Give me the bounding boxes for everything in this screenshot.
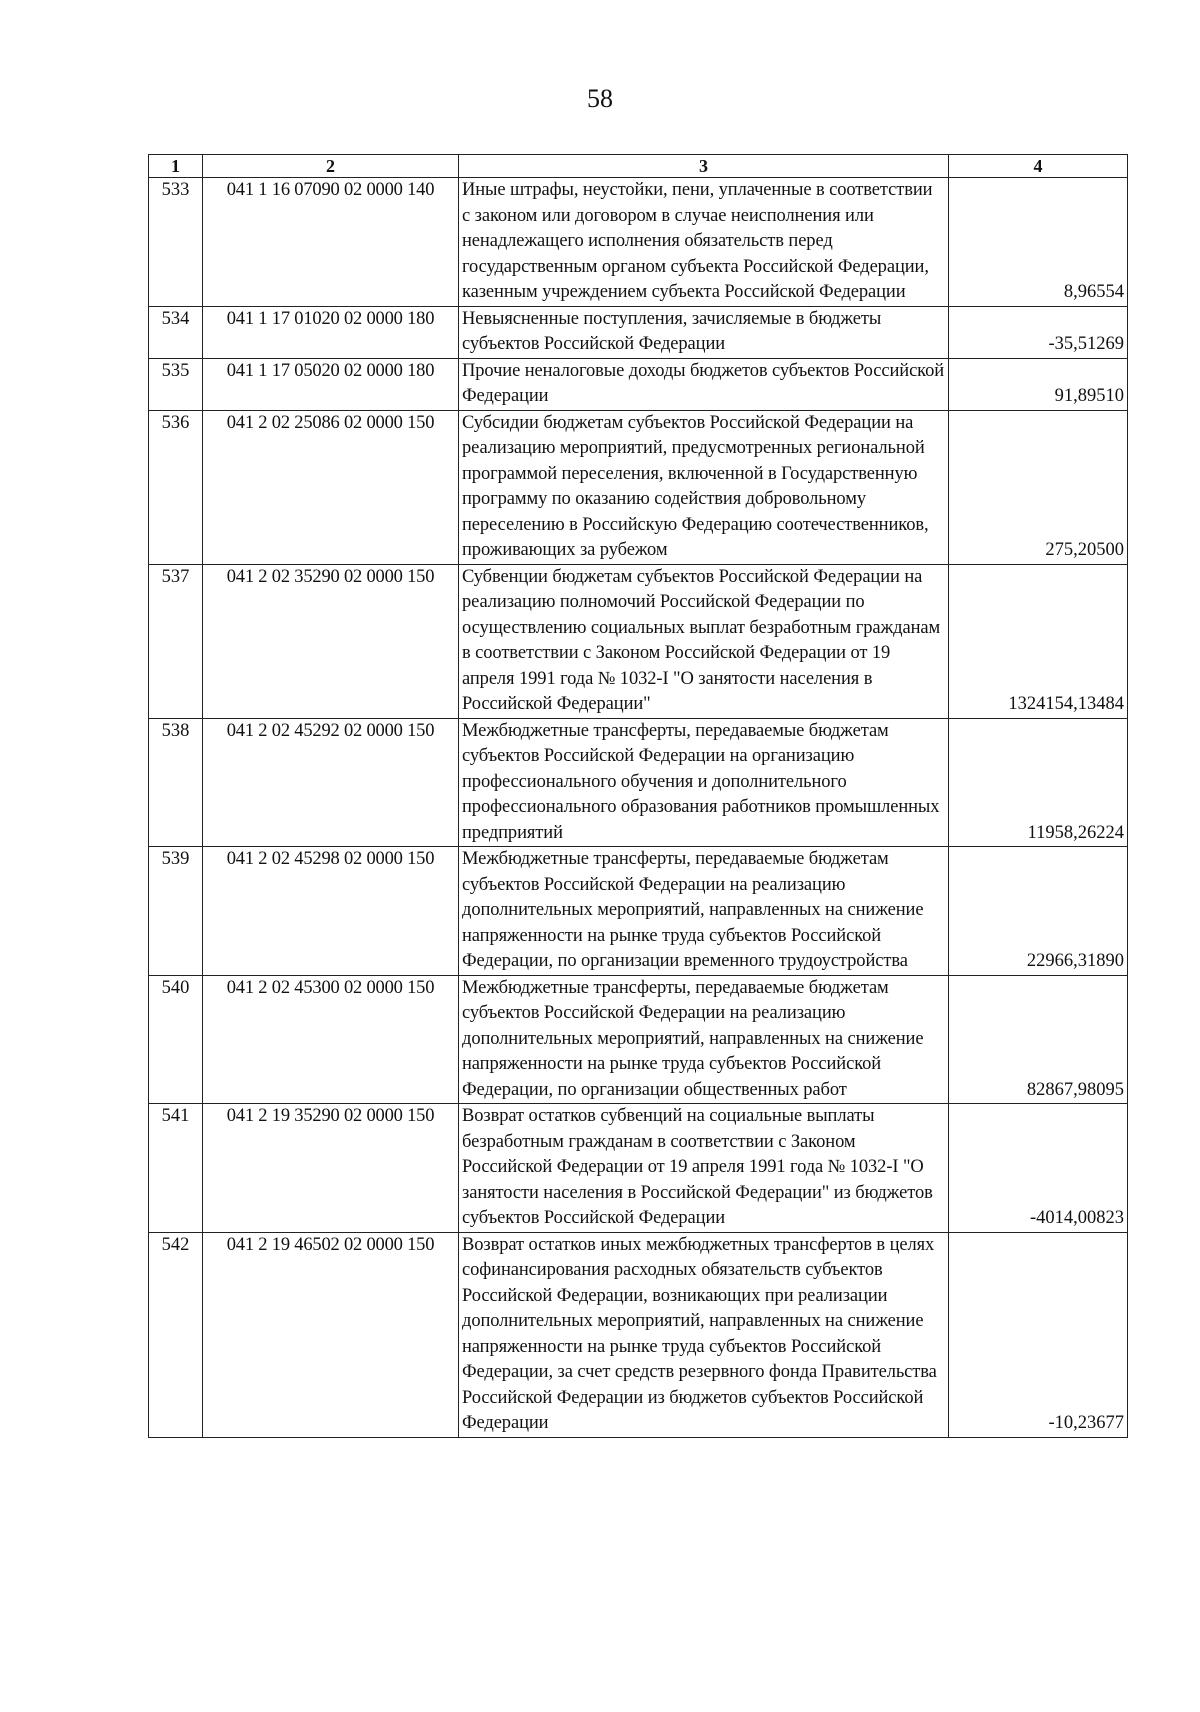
budget-code: 041 1 16 07090 02 0000 140 xyxy=(203,178,459,307)
table-row xyxy=(149,410,1128,564)
budget-code: 041 2 02 45300 02 0000 150 xyxy=(203,975,459,1104)
revenue-description: Субвенции бюджетам субъектов Российской Федерации на реализацию полномочий Российской Федерации по осуществлению социальных выплат безработным гражданам в соответствии с Законом Российской Федерации от 19 апреля 1991 года № 1032-I "О занятости населения в Российской Федерации" xyxy=(459,564,949,718)
column-header-number: 1 xyxy=(149,155,203,178)
row-number: 542 xyxy=(149,1232,203,1437)
budget-code: 041 2 02 45292 02 0000 150 xyxy=(203,718,459,847)
column-header-code: 2 xyxy=(203,155,459,178)
amount: -35,51269 xyxy=(949,306,1128,358)
amount: -10,23677 xyxy=(949,1232,1128,1437)
column-header-description: 3 xyxy=(459,155,949,178)
table-row xyxy=(149,358,1128,410)
row-number: 540 xyxy=(149,975,203,1104)
table-row xyxy=(149,564,1128,718)
row-number: 537 xyxy=(149,564,203,718)
table-row xyxy=(149,306,1128,358)
budget-code: 041 2 02 25086 02 0000 150 xyxy=(203,410,459,564)
amount: 1324154,13484 xyxy=(949,564,1128,718)
row-number: 539 xyxy=(149,847,203,976)
budget-code: 041 2 02 35290 02 0000 150 xyxy=(203,564,459,718)
revenue-description: Межбюджетные трансферты, передаваемые бюджетам субъектов Российской Федерации на реализацию дополнительных мероприятий, направленных на снижение напряженности на рынке труда субъектов Российской Федерации, по организации временного трудоустройства xyxy=(459,847,949,976)
amount: -4014,00823 xyxy=(949,1104,1128,1233)
page-number: 58 xyxy=(587,84,613,113)
budget-code: 041 2 02 45298 02 0000 150 xyxy=(203,847,459,976)
revenue-description: Невыясненные поступления, зачисляемые в бюджеты субъектов Российской Федерации xyxy=(459,306,949,358)
budget-code: 041 1 17 05020 02 0000 180 xyxy=(203,358,459,410)
row-number: 541 xyxy=(149,1104,203,1233)
row-number: 535 xyxy=(149,358,203,410)
revenue-description: Межбюджетные трансферты, передаваемые бюджетам субъектов Российской Федерации на реализацию дополнительных мероприятий, направленных на снижение напряженности на рынке труда субъектов Российской Федерации, по организации общественных работ xyxy=(459,975,949,1104)
amount: 82867,98095 xyxy=(949,975,1128,1104)
amount: 91,89510 xyxy=(949,358,1128,410)
amount: 11958,26224 xyxy=(949,718,1128,847)
table-row xyxy=(149,1104,1128,1233)
budget-code: 041 2 19 46502 02 0000 150 xyxy=(203,1232,459,1437)
row-number: 534 xyxy=(149,306,203,358)
table-row xyxy=(149,975,1128,1104)
table-row xyxy=(149,178,1128,307)
amount: 275,20500 xyxy=(949,410,1128,564)
row-number: 538 xyxy=(149,718,203,847)
budget-table xyxy=(148,154,1128,1438)
budget-code: 041 1 17 01020 02 0000 180 xyxy=(203,306,459,358)
amount: 8,96554 xyxy=(949,178,1128,307)
column-header-amount: 4 xyxy=(949,155,1128,178)
revenue-description: Субсидии бюджетам субъектов Российской Федерации на реализацию мероприятий, предусмотренных региональной программой переселения, включенной в Государственную программу по оказанию содействия добровольному переселению в Российскую Федерацию соотечественников, проживающих за рубежом xyxy=(459,410,949,564)
amount: 22966,31890 xyxy=(949,847,1128,976)
row-number: 533 xyxy=(149,178,203,307)
revenue-description: Прочие неналоговые доходы бюджетов субъектов Российской Федерации xyxy=(459,358,949,410)
revenue-description: Возврат остатков субвенций на социальные выплаты безработным гражданам в соответствии с Законом Российской Федерации от 19 апреля 1991 года № 1032-I "О занятости населения в Российской Федерации" из бюджетов субъектов Российской Федерации xyxy=(459,1104,949,1233)
row-number: 536 xyxy=(149,410,203,564)
table-row xyxy=(149,847,1128,976)
revenue-description: Возврат остатков иных межбюджетных трансфертов в целях софинансирования расходных обязательств субъектов Российской Федерации, возникающих при реализации дополнительных мероприятий, направленных на снижение напряженности на рынке труда субъектов Российской Федерации, за счет средств резервного фонда Правительства Российской Федерации из бюджетов субъектов Российской Федерации xyxy=(459,1232,949,1437)
revenue-description: Межбюджетные трансферты, передаваемые бюджетам субъектов Российской Федерации на организацию профессионального обучения и дополнительного профессионального образования работников промышленных предприятий xyxy=(459,718,949,847)
budget-code: 041 2 19 35290 02 0000 150 xyxy=(203,1104,459,1233)
header-row xyxy=(149,155,1128,178)
table-row xyxy=(149,718,1128,847)
table-header xyxy=(149,155,1128,178)
revenue-description: Иные штрафы, неустойки, пени, уплаченные в соответствии с законом или договором в случае неисполнения или ненадлежащего исполнения обязательств перед государственным органом субъекта Российской Федерации, казенным учреждением субъекта Российской Федерации xyxy=(459,178,949,307)
table-row xyxy=(149,1232,1128,1437)
table-body xyxy=(149,178,1128,1438)
